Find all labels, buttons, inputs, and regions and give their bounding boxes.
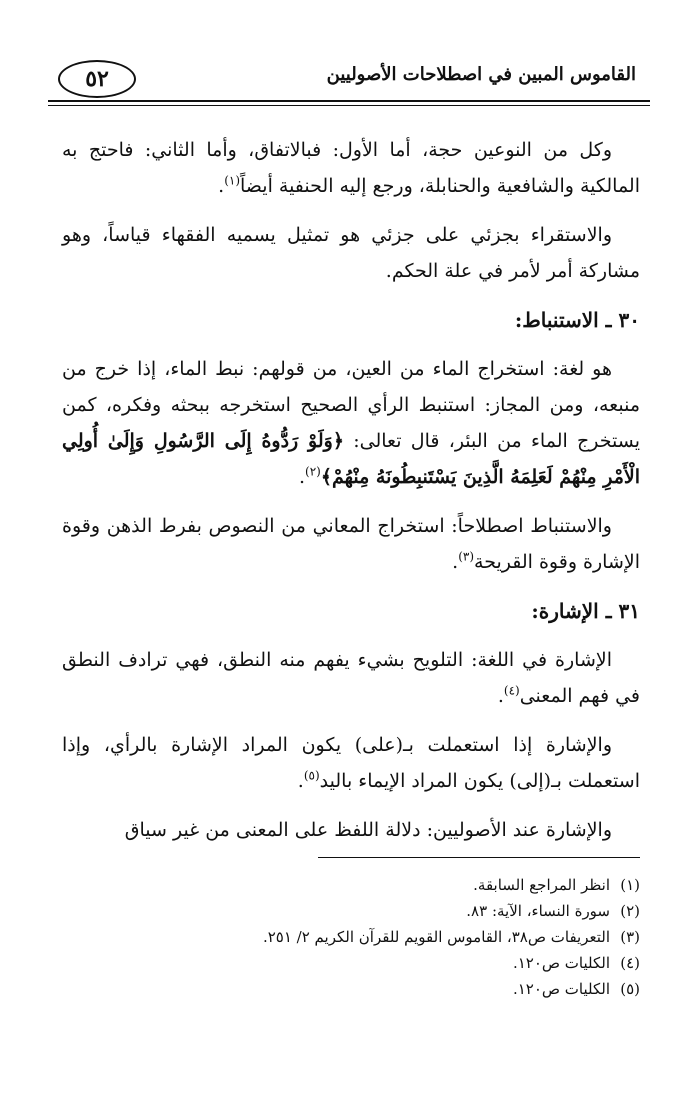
footnote-3	[62, 924, 640, 950]
paragraph-6-text: والإشارة إذا استعملت بـ(على) يكون المراد الإشارة بالرأي، وإذا استعملت بـ(إلى) يكون المراد الإيماء باليد	[62, 734, 640, 792]
footnote-ref-2: (٢)	[305, 464, 321, 479]
paragraph-5: الإشارة في اللغة: التلويح بشيء يفهم منه النطق، فهي ترادف النطق في فهم المعنى$^{(٤)}$.	[62, 649, 640, 707]
paragraph-5-text: الإشارة في اللغة: التلويح بشيء يفهم منه النطق، فهي ترادف النطق في فهم المعنى	[62, 649, 640, 707]
footnote-text: الكليات ص١٢٠.	[512, 954, 610, 972]
footnote-2	[62, 898, 640, 924]
footnote-text: سورة النساء، الآية: ٨٣.	[466, 902, 610, 920]
footnote-separator	[318, 857, 640, 858]
page-number: ٥٢	[58, 60, 136, 98]
footnote-number: (١)	[620, 876, 640, 894]
footnote-5	[62, 976, 640, 1002]
footnote-text: الكليات ص١٢٠.	[512, 980, 610, 998]
header-rule-thin	[48, 105, 650, 106]
quran-verse: ﴿وَلَوْ رَدُّوهُ إِلَى الرَّسُولِ وَإِلَىٰ أُولِي الْأَمْرِ مِنْهُمْ لَعَلِمَهُ الَّذِينَ يَسْتَنبِطُونَهُ مِنْهُمْ﴾	[62, 430, 640, 488]
footnote-ref-4: (٤)	[503, 683, 520, 698]
paragraph-3-text: هو لغة: استخراج الماء من العين، من قولهم: نبط الماء، إذا خرج من منبعه، ومن المجاز: استنبط الرأي الصحيح استخرجه ببحثه وفكره، كمن يستخرج الماء من البئر، قال تعالى:	[62, 358, 640, 452]
paragraph-7: والإشارة عند الأصوليين: دلالة اللفظ على المعنى من غير سياق	[124, 819, 612, 841]
main-text	[62, 132, 640, 861]
paragraph-2: والاستقراء بجزئي على جزئي هو تمثيل يسميه الفقهاء قياساً، وهو مشاركة أمر لأمر في علة الحكم.	[62, 224, 640, 282]
page-header	[48, 58, 650, 104]
running-title: القاموس المبين في اصطلاحات الأصوليين	[326, 64, 636, 85]
footnote-4	[62, 950, 640, 976]
footnote-text: انظر المراجع السابقة.	[473, 876, 610, 894]
heading-30: ٣٠ ـ الاستنباط:	[514, 308, 640, 332]
footnote-number: (٤)	[620, 954, 640, 972]
footnote-number: (٢)	[620, 902, 640, 920]
footnote-ref-5: (٥)	[303, 768, 320, 783]
heading-31: ٣١ ـ الإشارة:	[531, 599, 640, 623]
footnote-ref-3: (٣)	[458, 549, 475, 564]
paragraph-3: هو لغة: استخراج الماء من العين، من قولهم: نبط الماء، إذا خرج من منبعه، ومن المجاز: استنبط الرأي الصحيح استخرجه ببحثه وفكره، كمن يستخرج الماء من البئر، قال تعالى: ﴿وَلَوْ رَدُّوهُ إِلَى الرَّسُولِ وَإِلَىٰ أُولِي الْأَمْرِ مِنْهُمْ لَعَلِمَهُ الَّذِينَ يَسْتَنبِطُونَهُ مِنْهُمْ﴾$^{(٢)}$.	[62, 358, 640, 488]
footnote-text: التعريفات ص٣٨، القاموس القويم للقرآن الكريم ٢/ ٢٥١.	[262, 928, 610, 946]
paragraph-4-text: والاستنباط اصطلاحاً: استخراج المعاني من النصوص بفرط الذهن وقوة الإشارة وقوة القريحة	[62, 515, 640, 573]
footnote-1	[62, 872, 640, 898]
paragraph-4: والاستنباط اصطلاحاً: استخراج المعاني من النصوص بفرط الذهن وقوة الإشارة وقوة القريحة$^{(٣)}$.	[62, 515, 640, 573]
footnote-number: (٥)	[620, 980, 640, 998]
paragraph-1: وكل من النوعين حجة، أما الأول: فبالاتفاق، وأما الثاني: فاحتج به المالكية والشافعية والحنابلة، ورجع إليه الحنفية أيضاً$^{(١)}$.	[62, 139, 640, 197]
footnote-ref-1: (١)	[224, 173, 241, 188]
footnote-number: (٣)	[620, 928, 640, 946]
paragraph-1-text: وكل من النوعين حجة، أما الأول: فبالاتفاق، وأما الثاني: فاحتج به المالكية والشافعية والحنابلة، ورجع إليه الحنفية أيضاً	[62, 139, 640, 197]
paragraph-6: والإشارة إذا استعملت بـ(على) يكون المراد الإشارة بالرأي، وإذا استعملت بـ(إلى) يكون المراد الإيماء باليد$^{(٥)}$.	[62, 734, 640, 792]
header-rule	[48, 100, 650, 102]
footnotes	[62, 872, 640, 1002]
